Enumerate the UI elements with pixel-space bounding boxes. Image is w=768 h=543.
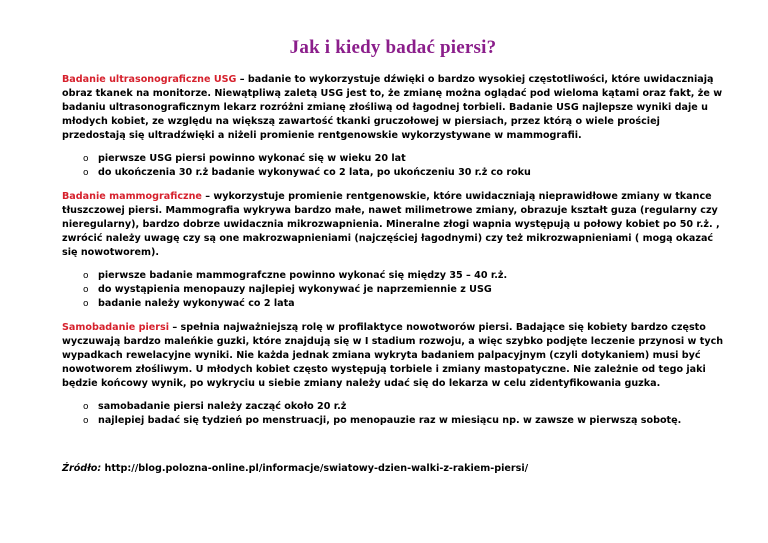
mammo-term: Badanie mammograficzne — [62, 191, 202, 202]
usg-bullet-list — [62, 152, 724, 180]
bullet-icon: o — [83, 154, 89, 164]
usg-text: – badanie to wykorzystuje dźwięki o bardzo wysokiej częstotliwości, które uwidaczniają obraz tkanek na monitorze. Niewątpliwą zaletą USG jest to, że zmianę można oglądać pod wieloma kątami oraz fakt, że w badaniu ultrasonograficznym lekarz rozróżni zmianę złośliwą od łagodnej torbieli. Badanie USG najlepsze wyniki daje u młodych kobiet, ze względu na większą zawartość tkanki gruczołowej w piersiach, przez którą o wiele prościej przedostają się ultradźwięki a niżeli promienie rentgenowskie wykorzystywane w mammografii. — [62, 74, 723, 141]
list-item — [83, 166, 724, 180]
source-url[interactable]: http://blog.polozna-online.pl/informacje/swiatowy-dzien-walki-z-rakiem-piersi/ — [101, 463, 529, 474]
bullet-icon: o — [83, 271, 89, 281]
list-item-text: do wystąpienia menopauzy najlepiej wykonywać je naprzemiennie z USG — [98, 284, 492, 295]
bullet-icon: o — [83, 416, 89, 426]
bullet-icon: o — [83, 299, 89, 309]
list-item — [83, 400, 724, 414]
self-exam-term: Samobadanie piersi — [62, 322, 170, 333]
usg-term: Badanie ultrasonograficzne USG — [62, 74, 237, 85]
mammo-text: – wykorzystuje promienie rentgenowskie, które uwidaczniają nieprawidłowe zmiany w tkance tłuszczowej piersi. Mammografia wykrywa bardzo małe, nawet milimetrowe zmiany, obrazuje kształt guza (regularny czy nieregularny), bardzo dobrze uwidacznia mikrozwapnienia. Mineralne złogi wapnia występują u połowy kobiet po 50 r.ż. , zwrócić należy uwagę czy są one makrozwapnieniami (najczęściej łagodnymi) czy też mikrozwapnieniami ( mogą okazać się nowotworem). — [62, 191, 720, 258]
self-exam-text: – spełnia najważniejszą rolę w profilaktyce nowotworów piersi. Badające się kobiety bardzo często wyczuwają bardzo maleńkie guzki, które znajdują się w I stadium rozwoju, a więc szybko podjęte leczenie przynosi w tych wypadkach rewelacyjne wyniki. Nie każda jednak zmiana wykryta badaniem palpacyjnym (czyli dotykaniem) musi być nowotworem złośliwym. U młodych kobiet często występują torbiele i zmiany mastopatyczne. Nie zależnie od tego jaki będzie końcowy wynik, po wykryciu u siebie zmiany należy udać się do lekarza w celu zidentyfikowania guzka. — [62, 322, 724, 389]
list-item — [83, 152, 724, 166]
list-item — [83, 269, 724, 283]
page-title: Jak i kiedy badać piersi? — [289, 37, 497, 58]
list-item-text: pierwsze badanie mammografczne powinno wykonać się między 35 – 40 r.ż. — [98, 270, 508, 281]
source-label: Źródło: — [62, 463, 102, 474]
list-item-text: do ukończenia 30 r.ż badanie wykonywać co 2 lata, po ukończeniu 30 r.ż co roku — [98, 167, 531, 178]
mammo-paragraph — [62, 190, 724, 260]
bullet-icon: o — [83, 168, 89, 178]
source-line — [62, 462, 724, 476]
list-item-text: najlepiej badać się tydzień po menstruacji, po menopauzie raz w miesiącu np. w zawsze w pierwszą sobotę. — [98, 415, 682, 426]
list-item — [83, 297, 724, 311]
list-item — [83, 414, 724, 428]
usg-paragraph — [62, 73, 724, 143]
bullet-icon: o — [83, 285, 89, 295]
self-exam-paragraph — [62, 321, 724, 391]
list-item — [83, 283, 724, 297]
list-item-text: badanie należy wykonywać co 2 lata — [98, 298, 295, 309]
list-item-text: samobadanie piersi należy zacząć około 20 r.ż — [98, 401, 347, 412]
self-exam-bullet-list — [62, 400, 724, 428]
list-item-text: pierwsze USG piersi powinno wykonać się w wieku 20 lat — [98, 153, 406, 164]
bullet-icon: o — [83, 402, 89, 412]
mammo-bullet-list — [62, 269, 724, 311]
